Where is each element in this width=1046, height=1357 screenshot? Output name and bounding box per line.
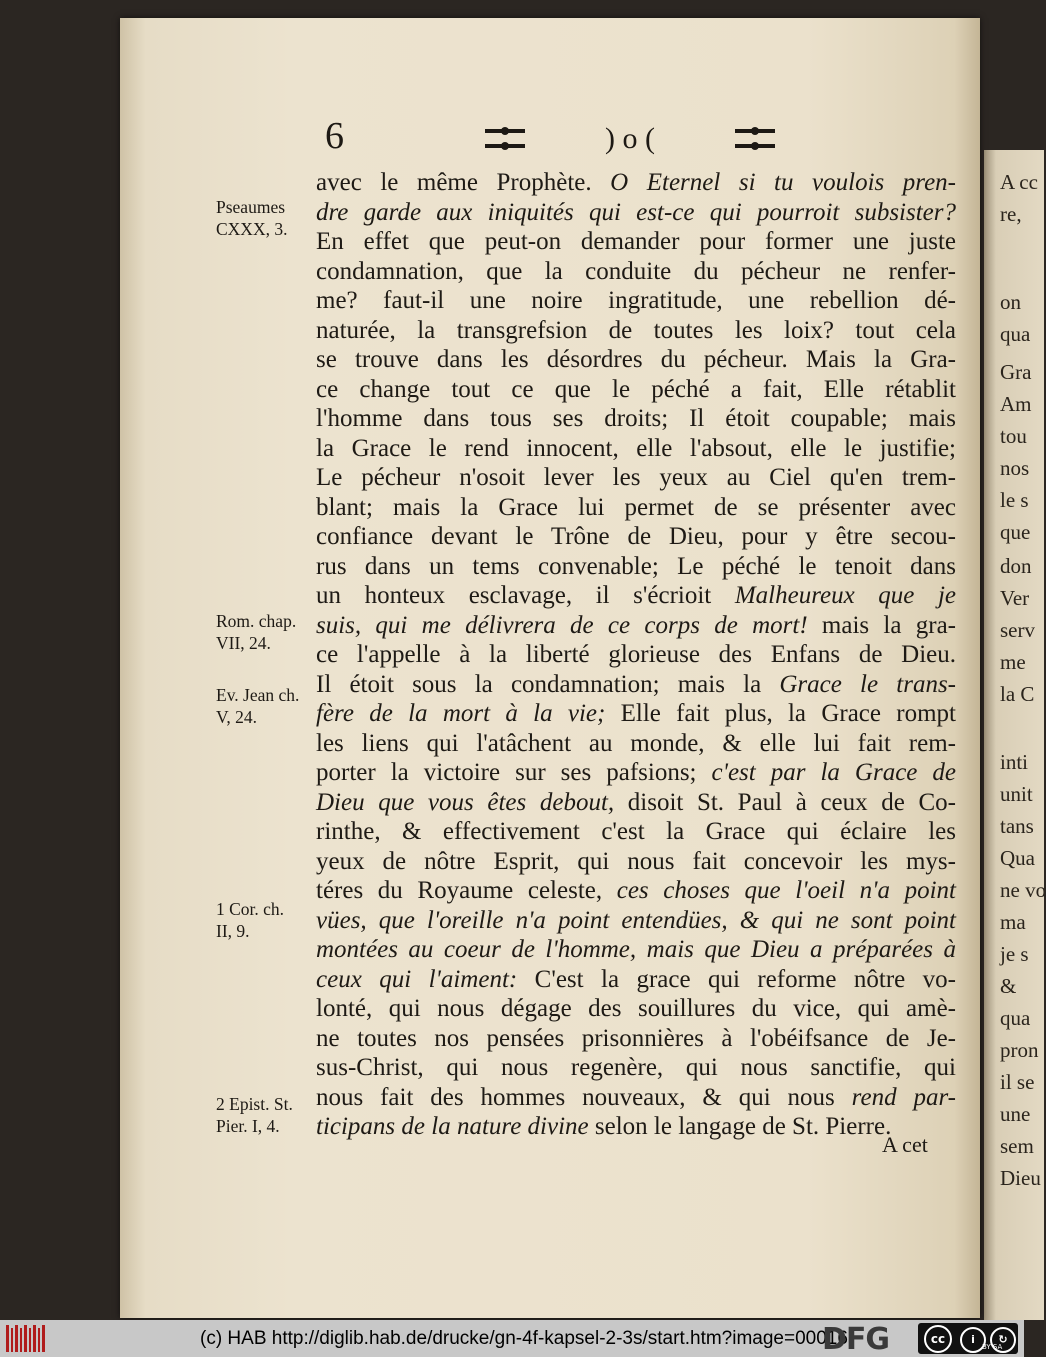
margin-note-line: 2 Epist. St. bbox=[216, 1094, 293, 1114]
text-line bbox=[316, 611, 956, 641]
italic-run: Dieu que vous êtes debout, bbox=[316, 788, 615, 816]
italic-run: suis, qui me délivrera de ce corps de mort! bbox=[316, 611, 808, 639]
text-run: confiance devant le Trône de Dieu, pour y être secou- bbox=[316, 523, 956, 550]
adjacent-page-fragment: le s bbox=[1000, 488, 1029, 512]
text-line bbox=[316, 581, 956, 611]
adjacent-page-fragment: pron bbox=[1000, 1038, 1039, 1062]
text-line bbox=[316, 699, 956, 729]
text-run: se trouve dans les désordres du pécheur. Mais la Gra- bbox=[316, 346, 956, 373]
ornament-label: ) o ( bbox=[605, 122, 655, 155]
copyright-link[interactable]: (c) HAB http://diglib.hab.de/drucke/gn-4f-kapsel-2-3s/start.htm?image=00016 bbox=[200, 1328, 848, 1349]
margin-note bbox=[216, 1093, 320, 1137]
text-run: yeux de nôtre Esprit, qui nous fait concevoir les mys- bbox=[316, 847, 956, 875]
margin-note bbox=[216, 610, 320, 654]
hab-logo-icon bbox=[6, 1325, 46, 1352]
text-run: rus dans un tems convenable; Le péché le tenoit dans bbox=[316, 552, 956, 580]
text-run: mais la gra- bbox=[807, 611, 956, 639]
text-run: lonté, qui nous dégage des souillures du vice, qui amè- bbox=[316, 995, 956, 1022]
text-line bbox=[316, 965, 956, 995]
text-run: Le pécheur n'osoit lever les yeux au Ciel qu'en trem- bbox=[316, 464, 956, 491]
text-line bbox=[316, 404, 956, 434]
text-line bbox=[316, 463, 956, 493]
text-line bbox=[316, 935, 956, 965]
text-run: naturée, la transgrefsion de toutes les loix? tout cela bbox=[316, 316, 956, 344]
page-number: 6 bbox=[325, 115, 344, 157]
text-run: blant; mais la Grace lui permet de se présenter avec bbox=[316, 493, 956, 521]
italic-run: O Eternel si tu voulois pren- bbox=[610, 169, 956, 196]
adjacent-page-fragment: sem bbox=[1000, 1134, 1034, 1158]
text-line bbox=[316, 522, 956, 552]
page-header bbox=[120, 114, 980, 162]
adjacent-page-fragment: je s bbox=[1000, 942, 1029, 966]
adjacent-page-fragment: la C bbox=[1000, 682, 1035, 706]
text-run: Elle fait plus, la Grace rompt bbox=[605, 700, 956, 727]
adjacent-page-fragment: une bbox=[1000, 1102, 1031, 1126]
italic-run: Malheureux que je bbox=[734, 582, 957, 609]
adjacent-page-fragment: Gra bbox=[1000, 360, 1032, 384]
adjacent-page-fragment: nos bbox=[1000, 456, 1030, 480]
ornament-icon bbox=[480, 124, 780, 154]
text-line bbox=[316, 670, 956, 700]
adjacent-page-fragment: que bbox=[1000, 520, 1031, 544]
text-run: rinthe, & effectivement c'est la Grace qui éclaire les bbox=[316, 818, 956, 845]
cc-license-badge[interactable] bbox=[918, 1323, 1018, 1354]
text-line bbox=[316, 286, 956, 316]
share-alike-icon: ↻ bbox=[990, 1327, 1016, 1353]
text-line bbox=[316, 1053, 956, 1083]
text-run: avec le même Prophète. bbox=[316, 169, 611, 196]
italic-run: fère de la mort à la vie; bbox=[316, 700, 606, 727]
italic-run: dre garde aux iniquités qui est-ce qui pourroit subsister? bbox=[316, 198, 956, 226]
text-run: me? faut-il une noire ingratitude, une rebellion dé- bbox=[316, 287, 956, 314]
margin-note-line: II, 9. bbox=[216, 921, 250, 941]
text-run: ce change tout ce que le péché a fait, Elle rétablit bbox=[316, 375, 956, 403]
adjacent-page-fragment: on bbox=[1000, 290, 1021, 314]
text-line bbox=[316, 434, 956, 464]
license-label: BY SA bbox=[982, 1343, 1003, 1351]
text-run: En effet que peut-on demander pour former une juste bbox=[316, 228, 956, 255]
margin-note-line: V, 24. bbox=[216, 707, 258, 727]
italic-run: rend par- bbox=[851, 1083, 956, 1111]
adjacent-page-fragment: ma bbox=[1000, 910, 1026, 934]
text-line bbox=[316, 493, 956, 523]
text-line bbox=[316, 552, 956, 582]
margin-note bbox=[216, 196, 320, 240]
adjacent-page-fragment: qua bbox=[1000, 322, 1031, 346]
text-run: C'est la grace qui reforme nôtre vo- bbox=[517, 965, 956, 993]
text-line bbox=[316, 876, 956, 906]
adjacent-page-fragment: me bbox=[1000, 650, 1026, 674]
adjacent-page-fragment: unit bbox=[1000, 782, 1033, 806]
adjacent-page-fragment: Dieu bbox=[1000, 1166, 1041, 1190]
italic-run: ticipans de la nature divine bbox=[316, 1113, 589, 1140]
text-line bbox=[316, 1112, 956, 1142]
margin-note bbox=[216, 684, 320, 728]
text-run: disoit St. Paul à ceux de Co- bbox=[614, 788, 956, 816]
adjacent-page-fragment: qua bbox=[1000, 1006, 1031, 1030]
text-line bbox=[316, 729, 956, 759]
text-line bbox=[316, 168, 956, 198]
text-run: un honteux esclavage, il s'écrioit bbox=[316, 582, 735, 609]
text-line bbox=[316, 345, 956, 375]
body-text bbox=[316, 168, 956, 1142]
adjacent-page-fragment: serv bbox=[1000, 618, 1035, 642]
margin-note-line: 1 Cor. ch. bbox=[216, 899, 285, 919]
text-line bbox=[316, 1024, 956, 1054]
text-run: l'homme dans tous ses droits; Il étoit coupable; mais bbox=[316, 405, 956, 432]
text-line bbox=[316, 847, 956, 877]
text-run: sus-Christ, qui nous regenère, qui nous sanctifie, qui bbox=[316, 1054, 956, 1081]
italic-run: c'est par la Grace de bbox=[711, 759, 957, 786]
text-line bbox=[316, 227, 956, 257]
text-run: porter la victoire sur ses pafsions; bbox=[316, 759, 712, 786]
italic-run: ceux qui l'aiment: bbox=[316, 965, 518, 993]
margin-note bbox=[216, 898, 320, 942]
catchword: A cet bbox=[882, 1132, 928, 1157]
text-line bbox=[316, 1083, 956, 1113]
text-run: Il étoit sous la condamnation; mais la bbox=[316, 670, 780, 698]
margin-note-line: Pseaumes bbox=[216, 197, 286, 217]
text-line bbox=[316, 758, 956, 788]
text-run: selon le langage de St. Pierre. bbox=[588, 1113, 892, 1140]
text-run: nous fait des hommes nouveaux, & qui nous bbox=[316, 1083, 852, 1111]
dfg-logo: DFG bbox=[822, 1322, 890, 1357]
adjacent-page-fragment: tou bbox=[1000, 424, 1027, 448]
adjacent-page-edge bbox=[984, 150, 1044, 1320]
italic-run: ces choses que l'oeil n'a point bbox=[616, 877, 957, 904]
text-line bbox=[316, 316, 956, 346]
attribution-icon: i bbox=[960, 1327, 986, 1353]
adjacent-page-fragment: re, bbox=[1000, 202, 1022, 226]
adjacent-page-fragment: A cc bbox=[1000, 170, 1038, 194]
margin-note-line: VII, 24. bbox=[216, 633, 271, 653]
text-line bbox=[316, 640, 956, 670]
text-line bbox=[316, 375, 956, 405]
italic-run: montées au coeur de l'homme, mais que Dieu a préparées à bbox=[316, 936, 956, 963]
text-line bbox=[316, 198, 956, 228]
adjacent-page-fragment: & bbox=[1000, 974, 1017, 998]
adjacent-page-fragment: Ver bbox=[1000, 586, 1030, 610]
adjacent-page-fragment: don bbox=[1000, 554, 1032, 578]
adjacent-page-fragment: inti bbox=[1000, 750, 1029, 774]
text-run: la Grace le rend innocent, elle l'absout, elle le justifie; bbox=[316, 434, 956, 462]
text-run: condamnation, que la conduite du pécheur ne renfer- bbox=[316, 257, 956, 285]
adjacent-page-fragment: ne vo bbox=[1000, 878, 1046, 902]
text-line bbox=[316, 817, 956, 847]
margin-note-line: Pier. I, 4. bbox=[216, 1116, 280, 1136]
italic-run: vües, que l'oreille n'a point entendües, & qui ne sont point bbox=[316, 906, 956, 934]
adjacent-page-fragment: il se bbox=[1000, 1070, 1035, 1094]
text-line bbox=[316, 257, 956, 287]
adjacent-page-fragment: Am bbox=[1000, 392, 1032, 416]
text-line bbox=[316, 788, 956, 818]
margin-note-line: Rom. chap. bbox=[216, 611, 297, 631]
text-run: les liens qui l'atâchent au monde, & elle lui fait rem- bbox=[316, 729, 956, 757]
text-run: téres du Royaume celeste, bbox=[316, 877, 617, 904]
text-run: ce l'appelle à la liberté glorieuse des Enfans de Dieu. bbox=[316, 641, 956, 668]
cc-icon: cc bbox=[924, 1325, 952, 1353]
adjacent-page-fragment: tans bbox=[1000, 814, 1034, 838]
adjacent-page-fragment: Qua bbox=[1000, 846, 1035, 870]
margin-note-line: CXXX, 3. bbox=[216, 219, 288, 239]
margin-note-line: Ev. Jean ch. bbox=[216, 685, 300, 705]
book-page bbox=[120, 18, 980, 1318]
italic-run: Grace le trans- bbox=[779, 670, 957, 698]
text-line bbox=[316, 906, 956, 936]
footer-bar bbox=[0, 1320, 1024, 1357]
text-line bbox=[316, 994, 956, 1024]
text-run: ne toutes nos pensées prisonnières à l'obéifsance de Je- bbox=[316, 1024, 956, 1052]
